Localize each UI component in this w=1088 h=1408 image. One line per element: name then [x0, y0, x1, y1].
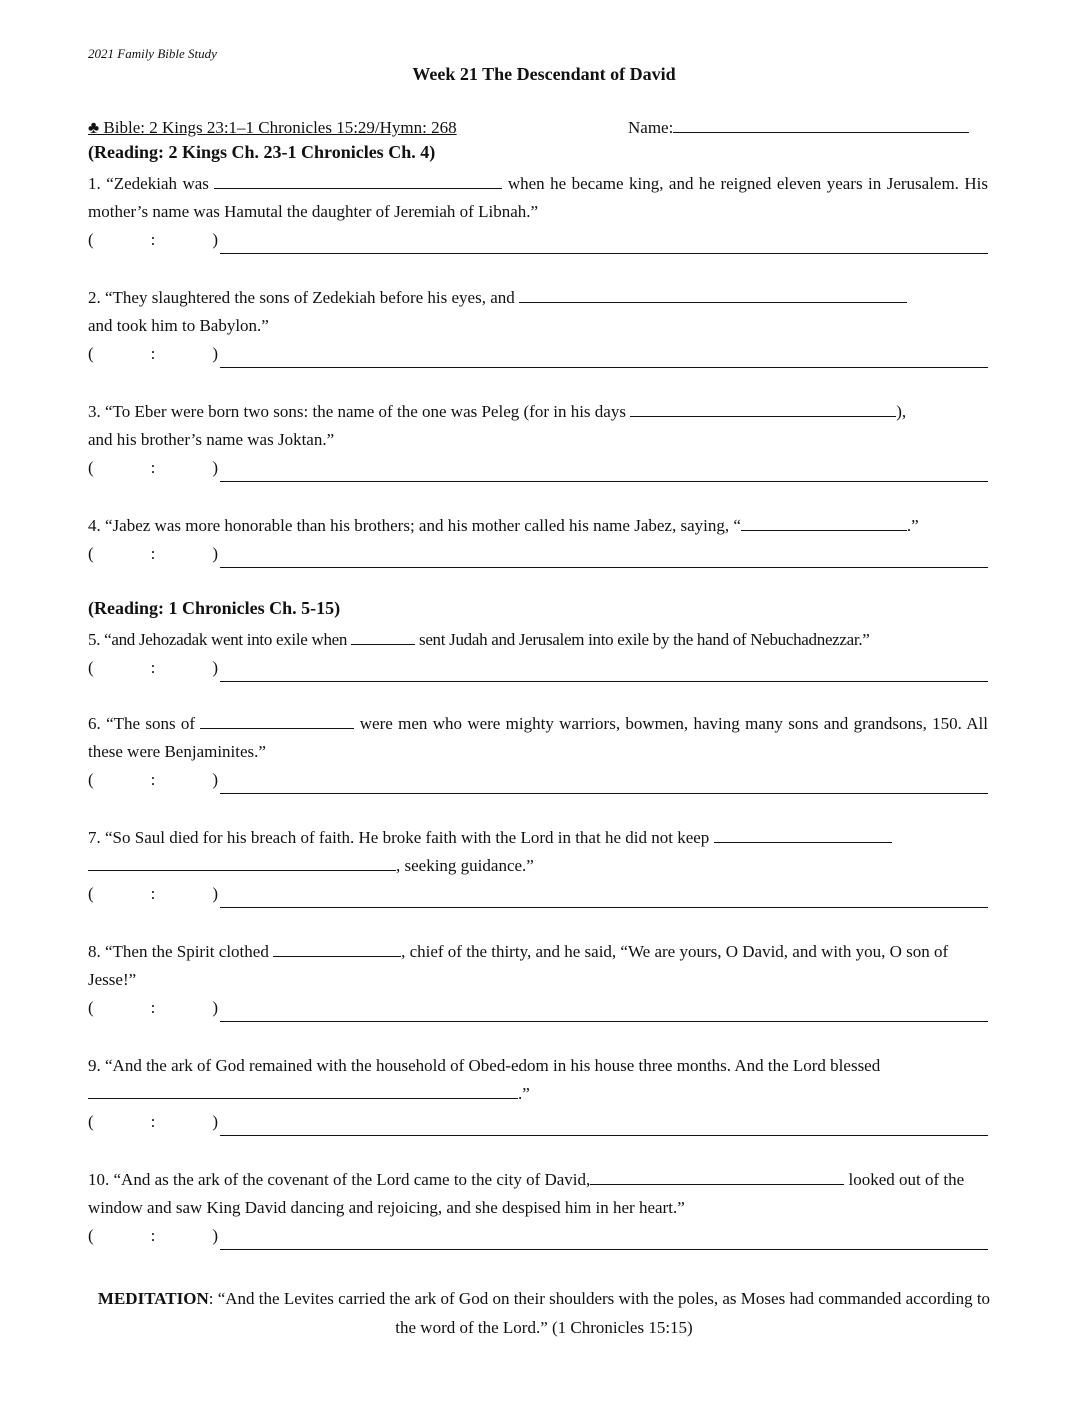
answer-blank[interactable] — [714, 824, 892, 843]
section-heading-2: (Reading: 1 Chronicles Ch. 5-15) — [88, 598, 341, 618]
verse-reference-field[interactable] — [220, 773, 988, 794]
verse-reference-row: ( : ) — [88, 766, 988, 794]
answer-blank[interactable] — [519, 284, 907, 303]
meditation — [88, 1284, 1000, 1342]
answer-blank[interactable] — [88, 1080, 518, 1099]
verse-reference-field[interactable] — [220, 547, 988, 568]
question-5: 5. “and Jehozadak went into exile when sent Judah and Jerusalem into exile by the hand of Nebuchadnezzar.” ( : ) — [88, 626, 988, 682]
verse-reference-field[interactable] — [220, 461, 988, 482]
answer-blank-continued[interactable] — [88, 852, 396, 871]
name-label: Name: — [628, 118, 674, 137]
answer-blank[interactable] — [590, 1166, 844, 1185]
question-1: 1. “Zedekiah was when he became king, and he reigned eleven years in Jerusalem. His mother’s name was Hamutal the daughter of Jeremiah of Libnah.” ( : ) — [88, 170, 988, 254]
page-title: Week 21 The Descendant of David — [412, 64, 676, 84]
question-3: 3. “To Eber were born two sons: the name of the one was Peleg (for in his days ), and his brother’s name was Joktan.” ( : ) — [88, 398, 988, 482]
answer-blank[interactable] — [214, 170, 502, 189]
verse-reference-row: ( : ) — [88, 454, 988, 482]
verse-reference-field[interactable] — [220, 347, 988, 368]
verse-reference-field[interactable] — [220, 661, 988, 682]
question-4: 4. “Jabez was more honorable than his brothers; and his mother called his name Jabez, saying, “ .” ( : ) — [88, 512, 988, 568]
header-note: 2021 Family Bible Study — [88, 46, 217, 61]
verse-reference-row: ( : ) — [88, 994, 988, 1022]
verse-reference-row: ( : ) — [88, 540, 988, 568]
answer-blank[interactable] — [200, 710, 354, 729]
verse-reference-field[interactable] — [220, 233, 988, 254]
meditation-text: : “And the Levites carried the ark of God on their shoulders with the poles, as Moses had commanded according to the word of the Lord.” (1 Chronicles 15:15) — [208, 1289, 991, 1337]
verse-reference-field[interactable] — [220, 887, 988, 908]
name-field[interactable] — [673, 116, 969, 133]
question-9: 9. “And the ark of God remained with the household of Obed-edom in his house three months. And the Lord blessed .” ( : ) — [88, 1052, 988, 1136]
answer-blank[interactable] — [273, 938, 401, 957]
question-8: 8. “Then the Spirit clothed , chief of the thirty, and he said, “We are yours, O David, and with you, O son of Jesse!” ( : ) — [88, 938, 988, 1022]
verse-reference-row: ( : ) — [88, 226, 988, 254]
section-heading-1: (Reading: 2 Kings Ch. 23-1 Chronicles Ch. 4) — [88, 142, 436, 162]
bible-reference: ♣ Bible: 2 Kings 23:1–1 Chronicles 15:29/Hymn: 268 — [88, 118, 457, 137]
question-10: 10. “And as the ark of the covenant of the Lord came to the city of David, looked out of the window and saw King David dancing and rejoicing, and she despised him in her heart.” ( : ) — [88, 1166, 988, 1250]
question-6: 6. “The sons of were men who were mighty warriors, bowmen, having many sons and grandsons, 150. All these were Benjaminites.” ( : ) — [88, 710, 988, 794]
verse-reference-row: ( : ) — [88, 1222, 988, 1250]
verse-reference-field[interactable] — [220, 1001, 988, 1022]
question-2: 2. “They slaughtered the sons of Zedekiah before his eyes, and and took him to Babylon.” ( : ) — [88, 284, 988, 368]
verse-reference-field[interactable] — [220, 1229, 988, 1250]
verse-reference-row: ( : ) — [88, 654, 988, 682]
answer-blank[interactable] — [351, 626, 415, 645]
answer-blank[interactable] — [741, 512, 907, 531]
verse-reference-row: ( : ) — [88, 340, 988, 368]
bible-reference-line — [88, 116, 988, 138]
answer-blank[interactable] — [630, 398, 896, 417]
verse-reference-row: ( : ) — [88, 1108, 988, 1136]
meditation-label: MEDITATION — [97, 1289, 209, 1308]
verse-reference-field[interactable] — [220, 1115, 988, 1136]
question-7: 7. “So Saul died for his breach of faith. He broke faith with the Lord in that he did not keep , seeking guidance.” ( : ) — [88, 824, 988, 908]
verse-reference-row: ( : ) — [88, 880, 988, 908]
